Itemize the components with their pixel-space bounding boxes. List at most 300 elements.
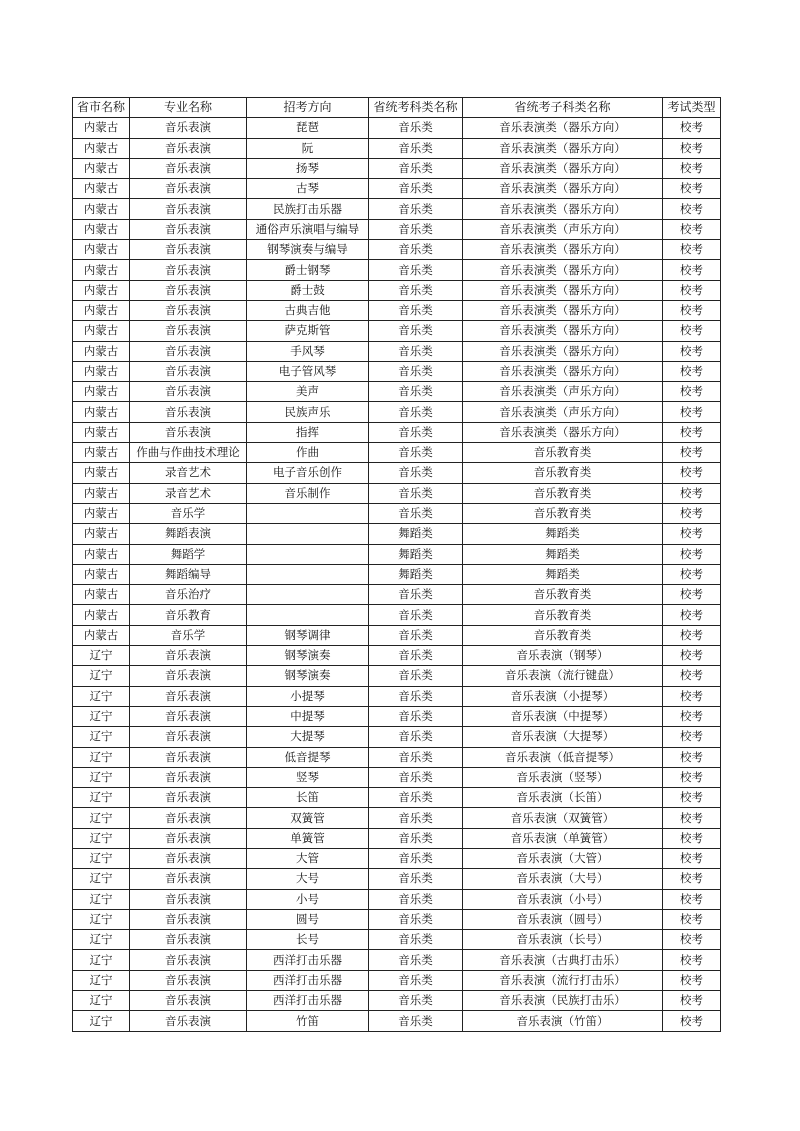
cell-exam-subcategory: 音乐教育类 <box>463 483 663 503</box>
header-province: 省市名称 <box>73 98 130 118</box>
table-row <box>73 788 721 808</box>
cell-exam-subcategory: 音乐教育类 <box>463 625 663 645</box>
cell-province: 内蒙古 <box>73 503 130 523</box>
table-row <box>73 909 721 929</box>
cell-exam-type: 校考 <box>663 869 721 889</box>
cell-exam-category: 音乐类 <box>369 727 463 747</box>
table-row <box>73 991 721 1011</box>
table-row <box>73 727 721 747</box>
cell-province: 辽宁 <box>73 788 130 808</box>
cell-exam-subcategory: 音乐表演（小提琴） <box>463 686 663 706</box>
cell-major: 音乐表演 <box>130 280 247 300</box>
cell-exam-type: 校考 <box>663 727 721 747</box>
table-row <box>73 422 721 442</box>
cell-province: 内蒙古 <box>73 199 130 219</box>
table-row <box>73 848 721 868</box>
cell-exam-subcategory: 音乐教育类 <box>463 463 663 483</box>
cell-exam-type: 校考 <box>663 321 721 341</box>
cell-exam-type: 校考 <box>663 341 721 361</box>
cell-exam-category: 音乐类 <box>369 158 463 178</box>
cell-exam-type: 校考 <box>663 219 721 239</box>
cell-province: 内蒙古 <box>73 341 130 361</box>
cell-exam-category: 音乐类 <box>369 118 463 138</box>
table-row <box>73 1011 721 1031</box>
cell-direction: 竹笛 <box>247 1011 369 1031</box>
table-row <box>73 646 721 666</box>
table-row <box>73 828 721 848</box>
cell-direction: 西洋打击乐器 <box>247 991 369 1011</box>
cell-exam-type: 校考 <box>663 544 721 564</box>
cell-province: 内蒙古 <box>73 240 130 260</box>
cell-direction: 音乐制作 <box>247 483 369 503</box>
table-row <box>73 503 721 523</box>
cell-exam-category: 音乐类 <box>369 747 463 767</box>
cell-exam-subcategory: 音乐表演（钢琴） <box>463 646 663 666</box>
cell-exam-subcategory: 音乐表演（单簧管） <box>463 828 663 848</box>
cell-exam-category: 音乐类 <box>369 625 463 645</box>
cell-exam-category: 音乐类 <box>369 991 463 1011</box>
cell-exam-category: 音乐类 <box>369 646 463 666</box>
cell-major: 舞蹈学 <box>130 544 247 564</box>
table-row <box>73 361 721 381</box>
table-row <box>73 706 721 726</box>
cell-direction: 钢琴演奏与编导 <box>247 240 369 260</box>
cell-direction: 电子音乐创作 <box>247 463 369 483</box>
table-row <box>73 382 721 402</box>
cell-major: 音乐表演 <box>130 361 247 381</box>
cell-major: 音乐学 <box>130 625 247 645</box>
cell-province: 内蒙古 <box>73 158 130 178</box>
cell-exam-type: 校考 <box>663 808 721 828</box>
cell-province: 辽宁 <box>73 848 130 868</box>
table-row <box>73 950 721 970</box>
cell-exam-category: 音乐类 <box>369 402 463 422</box>
cell-exam-subcategory: 音乐表演类（器乐方向） <box>463 280 663 300</box>
header-major: 专业名称 <box>130 98 247 118</box>
table-row <box>73 321 721 341</box>
cell-province: 辽宁 <box>73 889 130 909</box>
cell-province: 辽宁 <box>73 930 130 950</box>
cell-province: 内蒙古 <box>73 544 130 564</box>
cell-major: 音乐表演 <box>130 666 247 686</box>
cell-major: 音乐表演 <box>130 158 247 178</box>
cell-major: 音乐表演 <box>130 341 247 361</box>
cell-exam-type: 校考 <box>663 260 721 280</box>
cell-direction: 小提琴 <box>247 686 369 706</box>
cell-exam-subcategory: 音乐表演类（器乐方向） <box>463 341 663 361</box>
cell-province: 内蒙古 <box>73 463 130 483</box>
cell-exam-category: 音乐类 <box>369 767 463 787</box>
cell-exam-subcategory: 舞蹈类 <box>463 544 663 564</box>
cell-exam-category: 音乐类 <box>369 930 463 950</box>
cell-province: 辽宁 <box>73 869 130 889</box>
cell-direction: 爵士鼓 <box>247 280 369 300</box>
cell-exam-type: 校考 <box>663 524 721 544</box>
cell-exam-subcategory: 音乐表演类（器乐方向） <box>463 321 663 341</box>
cell-major: 音乐表演 <box>130 179 247 199</box>
table-row <box>73 666 721 686</box>
cell-exam-category: 音乐类 <box>369 666 463 686</box>
cell-major: 音乐表演 <box>130 930 247 950</box>
cell-major: 音乐表演 <box>130 828 247 848</box>
cell-exam-subcategory: 音乐教育类 <box>463 503 663 523</box>
cell-direction: 钢琴演奏 <box>247 666 369 686</box>
cell-major: 音乐表演 <box>130 199 247 219</box>
table-body <box>73 118 721 1031</box>
cell-exam-category: 音乐类 <box>369 483 463 503</box>
cell-exam-category: 音乐类 <box>369 605 463 625</box>
admission-table <box>72 97 721 1032</box>
cell-major: 音乐表演 <box>130 889 247 909</box>
cell-exam-subcategory: 音乐教育类 <box>463 585 663 605</box>
cell-major: 音乐表演 <box>130 300 247 320</box>
cell-direction: 阮 <box>247 138 369 158</box>
cell-direction: 手风琴 <box>247 341 369 361</box>
cell-exam-subcategory: 舞蹈类 <box>463 524 663 544</box>
cell-exam-subcategory: 音乐表演类（器乐方向） <box>463 240 663 260</box>
table-row <box>73 199 721 219</box>
table-row <box>73 747 721 767</box>
cell-direction: 圆号 <box>247 909 369 929</box>
cell-exam-subcategory: 音乐表演类（声乐方向） <box>463 219 663 239</box>
cell-exam-subcategory: 音乐表演（中提琴） <box>463 706 663 726</box>
cell-exam-subcategory: 音乐表演（大号） <box>463 869 663 889</box>
cell-direction <box>247 503 369 523</box>
cell-exam-category: 音乐类 <box>369 869 463 889</box>
cell-major: 音乐表演 <box>130 260 247 280</box>
cell-exam-category: 音乐类 <box>369 463 463 483</box>
cell-exam-type: 校考 <box>663 666 721 686</box>
cell-direction: 作曲 <box>247 443 369 463</box>
cell-province: 辽宁 <box>73 828 130 848</box>
cell-exam-subcategory: 音乐表演类（器乐方向） <box>463 199 663 219</box>
cell-direction: 双簧管 <box>247 808 369 828</box>
cell-direction: 长笛 <box>247 788 369 808</box>
cell-exam-subcategory: 音乐表演类（器乐方向） <box>463 158 663 178</box>
cell-exam-category: 音乐类 <box>369 382 463 402</box>
admission-table-page <box>72 97 721 1032</box>
cell-exam-category: 音乐类 <box>369 199 463 219</box>
cell-exam-category: 音乐类 <box>369 422 463 442</box>
cell-exam-type: 校考 <box>663 483 721 503</box>
cell-province: 辽宁 <box>73 747 130 767</box>
cell-exam-type: 校考 <box>663 991 721 1011</box>
cell-exam-type: 校考 <box>663 788 721 808</box>
cell-exam-category: 音乐类 <box>369 706 463 726</box>
cell-province: 内蒙古 <box>73 300 130 320</box>
cell-exam-category: 音乐类 <box>369 260 463 280</box>
cell-exam-subcategory: 音乐表演（竖琴） <box>463 767 663 787</box>
cell-exam-subcategory: 音乐表演（低音提琴） <box>463 747 663 767</box>
header-exam-category: 省统考科类名称 <box>369 98 463 118</box>
table-row <box>73 930 721 950</box>
cell-direction: 指挥 <box>247 422 369 442</box>
cell-direction: 爵士钢琴 <box>247 260 369 280</box>
cell-major: 音乐表演 <box>130 138 247 158</box>
cell-province: 内蒙古 <box>73 443 130 463</box>
cell-exam-type: 校考 <box>663 382 721 402</box>
cell-province: 内蒙古 <box>73 179 130 199</box>
header-direction: 招考方向 <box>247 98 369 118</box>
cell-exam-type: 校考 <box>663 828 721 848</box>
cell-direction: 小号 <box>247 889 369 909</box>
cell-direction: 单簧管 <box>247 828 369 848</box>
cell-province: 内蒙古 <box>73 361 130 381</box>
cell-exam-type: 校考 <box>663 118 721 138</box>
cell-direction <box>247 585 369 605</box>
cell-major: 音乐表演 <box>130 422 247 442</box>
table-row <box>73 564 721 584</box>
cell-major: 音乐表演 <box>130 808 247 828</box>
cell-exam-category: 音乐类 <box>369 1011 463 1031</box>
cell-exam-type: 校考 <box>663 402 721 422</box>
cell-exam-type: 校考 <box>663 240 721 260</box>
cell-direction <box>247 524 369 544</box>
cell-major: 音乐表演 <box>130 240 247 260</box>
table-row <box>73 240 721 260</box>
cell-province: 内蒙古 <box>73 138 130 158</box>
cell-exam-subcategory: 音乐表演（民族打击乐） <box>463 991 663 1011</box>
cell-exam-category: 音乐类 <box>369 889 463 909</box>
table-row <box>73 260 721 280</box>
cell-major: 音乐表演 <box>130 219 247 239</box>
table-row <box>73 280 721 300</box>
cell-province: 内蒙古 <box>73 219 130 239</box>
cell-major: 舞蹈表演 <box>130 524 247 544</box>
table-row <box>73 402 721 422</box>
cell-major: 音乐教育 <box>130 605 247 625</box>
cell-exam-subcategory: 音乐表演类（器乐方向） <box>463 300 663 320</box>
cell-exam-subcategory: 音乐表演类（器乐方向） <box>463 260 663 280</box>
table-row <box>73 869 721 889</box>
table-row <box>73 118 721 138</box>
cell-exam-type: 校考 <box>663 422 721 442</box>
cell-exam-category: 音乐类 <box>369 219 463 239</box>
table-row <box>73 300 721 320</box>
cell-direction: 通俗声乐演唱与编导 <box>247 219 369 239</box>
cell-province: 辽宁 <box>73 686 130 706</box>
cell-exam-type: 校考 <box>663 625 721 645</box>
cell-exam-type: 校考 <box>663 503 721 523</box>
cell-exam-subcategory: 音乐表演（长号） <box>463 930 663 950</box>
cell-direction: 美声 <box>247 382 369 402</box>
table-row <box>73 179 721 199</box>
cell-exam-type: 校考 <box>663 706 721 726</box>
cell-exam-subcategory: 音乐表演类（器乐方向） <box>463 138 663 158</box>
cell-major: 音乐表演 <box>130 402 247 422</box>
cell-direction <box>247 564 369 584</box>
cell-exam-type: 校考 <box>663 889 721 909</box>
cell-major: 音乐表演 <box>130 869 247 889</box>
cell-province: 内蒙古 <box>73 605 130 625</box>
cell-exam-type: 校考 <box>663 848 721 868</box>
cell-major: 音乐表演 <box>130 118 247 138</box>
cell-exam-type: 校考 <box>663 463 721 483</box>
cell-direction: 钢琴演奏 <box>247 646 369 666</box>
cell-direction: 萨克斯管 <box>247 321 369 341</box>
cell-major: 舞蹈编导 <box>130 564 247 584</box>
cell-province: 内蒙古 <box>73 625 130 645</box>
cell-major: 录音艺术 <box>130 483 247 503</box>
cell-major: 音乐表演 <box>130 747 247 767</box>
cell-exam-subcategory: 音乐表演（双簧管） <box>463 808 663 828</box>
cell-province: 内蒙古 <box>73 118 130 138</box>
cell-exam-type: 校考 <box>663 443 721 463</box>
cell-major: 音乐表演 <box>130 950 247 970</box>
cell-exam-category: 音乐类 <box>369 808 463 828</box>
cell-direction: 西洋打击乐器 <box>247 970 369 990</box>
cell-major: 音乐表演 <box>130 1011 247 1031</box>
cell-exam-type: 校考 <box>663 138 721 158</box>
cell-major: 音乐表演 <box>130 706 247 726</box>
cell-exam-type: 校考 <box>663 199 721 219</box>
cell-exam-type: 校考 <box>663 361 721 381</box>
cell-province: 内蒙古 <box>73 483 130 503</box>
cell-exam-category: 音乐类 <box>369 950 463 970</box>
cell-exam-type: 校考 <box>663 686 721 706</box>
table-row <box>73 585 721 605</box>
cell-exam-type: 校考 <box>663 970 721 990</box>
cell-direction: 低音提琴 <box>247 747 369 767</box>
cell-direction: 竖琴 <box>247 767 369 787</box>
table-row <box>73 889 721 909</box>
cell-major: 音乐表演 <box>130 727 247 747</box>
cell-province: 辽宁 <box>73 666 130 686</box>
cell-major: 音乐表演 <box>130 646 247 666</box>
cell-exam-category: 音乐类 <box>369 341 463 361</box>
table-row <box>73 443 721 463</box>
cell-exam-subcategory: 音乐表演（流行打击乐） <box>463 970 663 990</box>
cell-province: 辽宁 <box>73 727 130 747</box>
cell-direction: 大提琴 <box>247 727 369 747</box>
cell-province: 辽宁 <box>73 909 130 929</box>
cell-direction: 电子管风琴 <box>247 361 369 381</box>
table-header-row <box>73 98 721 118</box>
table-row <box>73 544 721 564</box>
cell-exam-subcategory: 音乐表演（小号） <box>463 889 663 909</box>
cell-direction <box>247 605 369 625</box>
cell-exam-category: 音乐类 <box>369 321 463 341</box>
cell-major: 音乐治疗 <box>130 585 247 605</box>
table-row <box>73 767 721 787</box>
table-row <box>73 605 721 625</box>
table-row <box>73 686 721 706</box>
cell-exam-subcategory: 音乐表演类（声乐方向） <box>463 402 663 422</box>
cell-direction: 钢琴调律 <box>247 625 369 645</box>
cell-exam-category: 音乐类 <box>369 300 463 320</box>
cell-exam-type: 校考 <box>663 646 721 666</box>
cell-major: 音乐表演 <box>130 970 247 990</box>
cell-major: 音乐表演 <box>130 991 247 1011</box>
cell-exam-category: 音乐类 <box>369 828 463 848</box>
cell-exam-subcategory: 音乐表演（古典打击乐） <box>463 950 663 970</box>
table-row <box>73 970 721 990</box>
cell-direction: 中提琴 <box>247 706 369 726</box>
cell-province: 内蒙古 <box>73 402 130 422</box>
cell-direction: 长号 <box>247 930 369 950</box>
cell-exam-category: 音乐类 <box>369 788 463 808</box>
cell-major: 音乐表演 <box>130 382 247 402</box>
table-row <box>73 138 721 158</box>
cell-direction: 古典吉他 <box>247 300 369 320</box>
cell-exam-category: 舞蹈类 <box>369 564 463 584</box>
header-exam-type: 考试类型 <box>663 98 721 118</box>
cell-province: 内蒙古 <box>73 382 130 402</box>
cell-exam-subcategory: 音乐教育类 <box>463 443 663 463</box>
cell-major: 音乐表演 <box>130 767 247 787</box>
cell-major: 音乐表演 <box>130 848 247 868</box>
cell-province: 内蒙古 <box>73 321 130 341</box>
cell-direction: 古琴 <box>247 179 369 199</box>
cell-exam-subcategory: 音乐表演类（器乐方向） <box>463 361 663 381</box>
cell-exam-subcategory: 音乐表演（大提琴） <box>463 727 663 747</box>
table-row <box>73 219 721 239</box>
cell-exam-subcategory: 音乐表演（长笛） <box>463 788 663 808</box>
cell-province: 辽宁 <box>73 706 130 726</box>
cell-exam-subcategory: 舞蹈类 <box>463 564 663 584</box>
cell-exam-category: 音乐类 <box>369 240 463 260</box>
cell-exam-category: 舞蹈类 <box>369 524 463 544</box>
cell-direction: 大号 <box>247 869 369 889</box>
cell-major: 音乐表演 <box>130 686 247 706</box>
cell-direction: 扬琴 <box>247 158 369 178</box>
cell-province: 辽宁 <box>73 970 130 990</box>
cell-exam-category: 音乐类 <box>369 686 463 706</box>
table-row <box>73 524 721 544</box>
cell-exam-subcategory: 音乐表演（竹笛） <box>463 1011 663 1031</box>
cell-exam-subcategory: 音乐表演（大管） <box>463 848 663 868</box>
cell-major: 音乐学 <box>130 503 247 523</box>
cell-exam-type: 校考 <box>663 747 721 767</box>
cell-province: 辽宁 <box>73 991 130 1011</box>
cell-province: 内蒙古 <box>73 585 130 605</box>
cell-major: 音乐表演 <box>130 788 247 808</box>
cell-exam-type: 校考 <box>663 564 721 584</box>
cell-exam-type: 校考 <box>663 280 721 300</box>
cell-exam-category: 音乐类 <box>369 138 463 158</box>
cell-exam-subcategory: 音乐表演（流行键盘） <box>463 666 663 686</box>
cell-exam-category: 音乐类 <box>369 909 463 929</box>
cell-province: 辽宁 <box>73 950 130 970</box>
table-row <box>73 158 721 178</box>
cell-province: 内蒙古 <box>73 280 130 300</box>
cell-exam-type: 校考 <box>663 930 721 950</box>
cell-direction <box>247 544 369 564</box>
cell-exam-type: 校考 <box>663 1011 721 1031</box>
table-row <box>73 483 721 503</box>
cell-exam-category: 音乐类 <box>369 443 463 463</box>
cell-exam-subcategory: 音乐表演类（器乐方向） <box>463 422 663 442</box>
cell-exam-subcategory: 音乐表演（圆号） <box>463 909 663 929</box>
table-row <box>73 463 721 483</box>
cell-province: 内蒙古 <box>73 260 130 280</box>
cell-exam-category: 音乐类 <box>369 280 463 300</box>
cell-exam-subcategory: 音乐表演类（声乐方向） <box>463 382 663 402</box>
cell-province: 辽宁 <box>73 646 130 666</box>
cell-exam-category: 音乐类 <box>369 361 463 381</box>
cell-province: 辽宁 <box>73 808 130 828</box>
cell-exam-type: 校考 <box>663 158 721 178</box>
cell-direction: 西洋打击乐器 <box>247 950 369 970</box>
cell-province: 内蒙古 <box>73 524 130 544</box>
cell-exam-type: 校考 <box>663 300 721 320</box>
cell-exam-type: 校考 <box>663 179 721 199</box>
cell-exam-category: 舞蹈类 <box>369 544 463 564</box>
cell-exam-category: 音乐类 <box>369 585 463 605</box>
cell-exam-type: 校考 <box>663 585 721 605</box>
table-row <box>73 808 721 828</box>
cell-major: 音乐表演 <box>130 321 247 341</box>
